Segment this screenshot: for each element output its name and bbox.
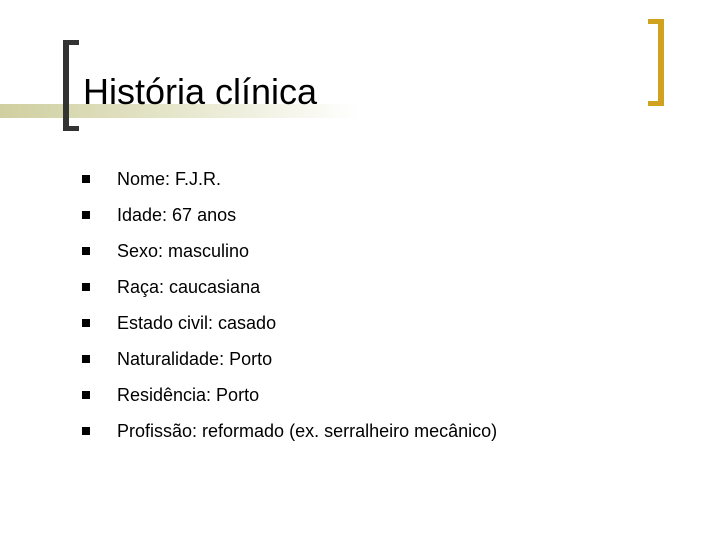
bullet-text: Sexo: masculino: [117, 240, 250, 261]
square-bullet-icon: [82, 355, 90, 363]
bullet-text: Idade: 67 anos: [117, 204, 237, 225]
bullet-text: Raça: caucasiana: [117, 276, 261, 297]
square-bullet-icon: [82, 391, 90, 399]
square-bullet-icon: [82, 319, 90, 327]
right-bracket-decoration: [648, 19, 664, 106]
list-item: [82, 161, 497, 197]
square-bullet-icon: [82, 427, 90, 435]
square-bullet-icon: [82, 175, 90, 183]
slide-title: História clínica: [83, 71, 318, 112]
list-item: [82, 377, 497, 413]
square-bullet-icon: [82, 283, 90, 291]
bullet-text: Profissão: reformado (ex. serralheiro mecânico): [117, 420, 498, 441]
bullet-text: Naturalidade: Porto: [117, 348, 273, 369]
list-item: [82, 269, 497, 305]
bullet-list: [82, 161, 497, 449]
square-bullet-icon: [82, 247, 90, 255]
list-item: [82, 341, 497, 377]
bullet-text: Nome: F.J.R.: [117, 168, 222, 189]
list-item: [82, 413, 497, 449]
square-bullet-icon: [82, 211, 90, 219]
list-item: [82, 197, 497, 233]
list-item: [82, 305, 497, 341]
bullet-text: Residência: Porto: [117, 384, 260, 405]
left-bracket-decoration: [63, 40, 79, 131]
bullet-text: Estado civil: casado: [117, 312, 277, 333]
list-item: [82, 233, 497, 269]
